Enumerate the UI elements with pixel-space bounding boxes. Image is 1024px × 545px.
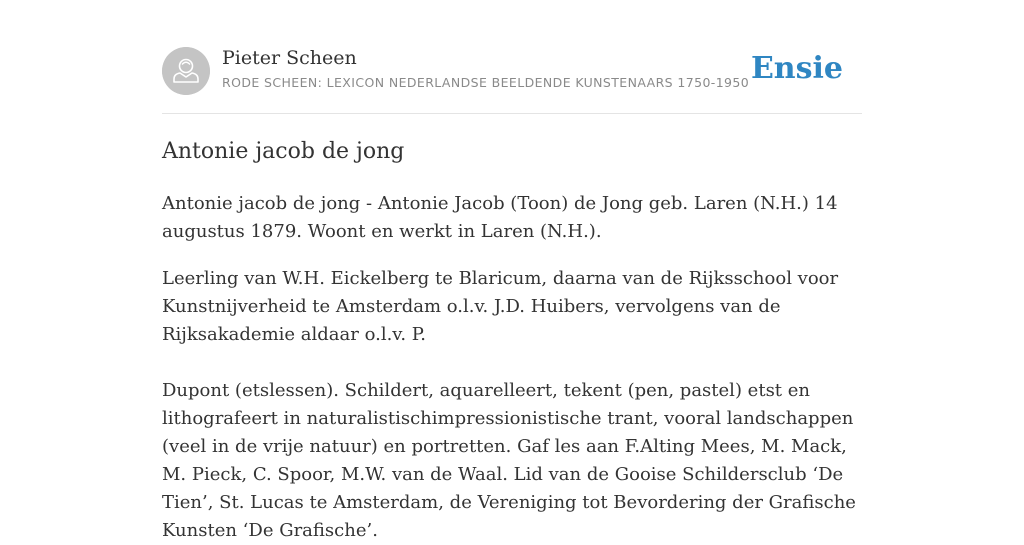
- article-paragraph-2: Leerling van W.H. Eickelberg te Blaricum, daarna van de Rijksschool voor Kunstnijverheid te Amsterdam o.l.v. J.D. Huibers, vervolgens van de Rijksakademie aldaar o.l.v. P.: [162, 268, 839, 345]
- user-avatar-icon: [162, 47, 210, 95]
- ensie-logo-link[interactable]: Ensie: [750, 51, 843, 86]
- source-link[interactable]: RODE SCHEEN: LEXICON NEDERLANDSE BEELDENDE KUNSTENAARS 1750-1950: [222, 75, 750, 90]
- page-container: [162, 0, 862, 541]
- author-name-link[interactable]: Pieter Scheen: [222, 47, 357, 69]
- article-paragraph-3: Dupont (etslessen). Schildert, aquarelleert, tekent (pen, pastel) etst en lithografeert in naturalistischimpressionistische trant, vooral landschappen (veel in de vrije natuur) en portretten. Gaf les aan F.Alting Mees, M. Mack, M. Pieck, C. Spoor, M.W. van de Waal. Lid van de Gooise Schildersclub ‘De Tien’, St. Lucas te Amsterdam, de Vereniging tot Bevordering der Grafische Kunsten ‘De Grafische’.: [162, 380, 856, 541]
- article-paragraph-1: Antonie jacob de jong - Antonie Jacob (Toon) de Jong geb. Laren (N.H.) 14 augustus 1879. Woont en werkt in Laren (N.H.).: [162, 193, 838, 242]
- article-title: Antonie jacob de jong: [162, 139, 405, 164]
- author-header: [162, 0, 862, 114]
